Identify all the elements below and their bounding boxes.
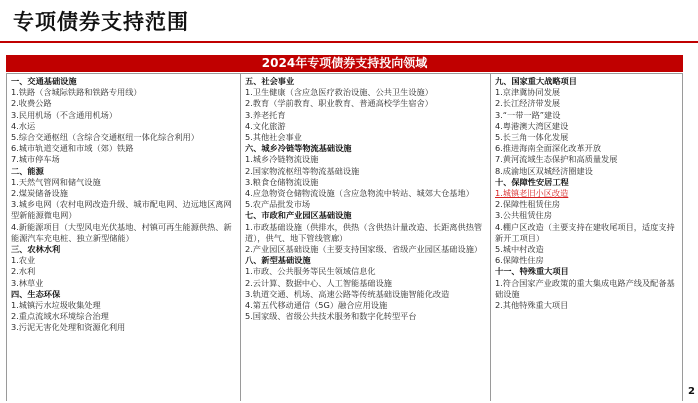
list-item: 3.“一带一路”建设: [495, 109, 561, 120]
list-item: 4.文化旅游: [245, 120, 286, 131]
table-banner: 2024年专项债券支持投向领域: [6, 55, 683, 72]
list-item: 2.长江经济带发展: [495, 98, 561, 109]
list-item: 2.收费公路: [11, 98, 52, 109]
list-item: 5.国家级、省级公共技术服务和数字化转型平台: [245, 311, 417, 322]
title-divider: [0, 41, 698, 43]
list-item: 3.粮食仓储物流设施: [245, 176, 319, 187]
list-item: 4.粤港澳大湾区建设: [495, 120, 569, 131]
list-item: 1.天然气管网和储气设施: [11, 176, 101, 187]
list-item: 5.综合交通枢纽（含综合交通枢纽一体化综合利用）: [11, 132, 199, 143]
section-heading: 十、保障性安居工程: [495, 176, 569, 187]
list-item: 5.农产品批发市场: [245, 199, 311, 210]
section-heading: 八、新型基础设施: [245, 255, 311, 266]
list-item: 1.符合国家产业政策的重大集成电路产线及配备基础设施: [495, 277, 675, 299]
page-title: 专项债券支持范围: [13, 10, 189, 34]
column-middle: [241, 74, 491, 401]
list-item: 5.长三角一体化发展: [495, 132, 569, 143]
list-item: 1.城乡冷链物流设施: [245, 154, 319, 165]
section-heading: 二、能源: [11, 165, 44, 176]
list-item: 2.保障性租赁住房: [495, 199, 561, 210]
section-heading: 五、社会事业: [245, 76, 295, 86]
list-item: 4.棚户区改造（主要支持在建收尾项目，适度支持新开工项目）: [495, 221, 675, 243]
list-item: 7.城市停车场: [11, 154, 60, 165]
list-item: 3.养老托育: [245, 109, 286, 120]
list-item: 8.成渝地区双城经济圈建设: [495, 165, 593, 176]
list-item: 4.第五代移动通信（5G）融合应用设施: [245, 300, 388, 311]
list-item: 5.城中村改造: [495, 244, 544, 255]
section-heading: 六、城乡冷链等物流基础设施: [245, 143, 352, 154]
list-item: 3.公共租赁住房: [495, 210, 552, 221]
list-item: 1.京津冀协同发展: [495, 87, 561, 98]
list-item: 3.民用机场（不含通用机场）: [11, 109, 118, 120]
list-item: 2.水利: [11, 266, 36, 277]
list-item: 1.市政基础设施（供排水，供热（含供热计量改造、长距离供热管道），供气、地下管线管廊）: [245, 221, 483, 243]
list-item: 1.城镇污水垃圾收集处理: [11, 300, 101, 311]
list-item: 4.新能源项目（大型风电光伏基地、村镇可再生能源供热、新能源汽车充电桩、独立新型储能）: [11, 221, 232, 243]
list-item: 3.林草业: [11, 277, 44, 288]
list-item: 1.卫生健康（含应急医疗救治设施、公共卫生设施）: [245, 87, 433, 98]
highlighted-list-item: 1.城镇老旧小区改造: [495, 188, 569, 199]
page-number: 2: [688, 386, 695, 397]
list-item: 6.推进海南全面深化改革开放: [495, 143, 602, 154]
list-item: 2.国家物流枢纽等物流基础设施: [245, 165, 360, 176]
column-right: [491, 74, 683, 401]
list-item: 2.重点流域水环境综合治理: [11, 311, 109, 322]
list-item: 1.铁路（含城际铁路和铁路专用线）: [11, 87, 142, 98]
section-heading: 七、市政和产业园区基础设施: [245, 210, 352, 221]
list-item: 2.教育（学前教育、职业教育、普通高校学生宿舍）: [245, 98, 433, 109]
section-heading: 三、农林水利: [11, 244, 61, 255]
list-item: 6.保障性住房: [495, 255, 544, 266]
section-heading: 一、交通基础设施: [11, 76, 77, 86]
list-item: 4.水运: [11, 120, 36, 131]
list-item: 5.其他社会事业: [245, 132, 302, 143]
list-item: 3.污泥无害化处理和资源化利用: [11, 322, 126, 333]
support-areas-table: [6, 73, 683, 401]
section-heading: 四、生态环保: [11, 288, 61, 299]
section-heading: 九、国家重大战略项目: [495, 76, 577, 86]
list-item: 3.城乡电网（农村电网改造升级、城市配电网、边远地区离网型新能源微电网）: [11, 199, 232, 221]
list-item: 4.应急物资仓储物流设施（含应急物流中转站、城郊大仓基地）: [245, 188, 474, 199]
list-item: 2.其他特殊重大项目: [495, 300, 569, 311]
list-item: 2.云计算、数据中心、人工智能基础设施: [245, 277, 392, 288]
list-item: 1.农业: [11, 255, 36, 266]
list-item: 1.市政、公共服务等民生领域信息化: [245, 266, 376, 277]
section-heading: 十一、特殊重大项目: [495, 266, 569, 277]
list-item: 6.城市轨道交通和市域（郊）铁路: [11, 143, 134, 154]
list-item: 7.黄河流域生态保护和高质量发展: [495, 154, 618, 165]
column-left: [7, 74, 241, 401]
list-item: 2.煤炭储备设施: [11, 188, 68, 199]
list-item: 3.轨道交通、机场、高速公路等传统基础设施智能化改造: [245, 288, 450, 299]
list-item: 2.产业园区基础设施（主要支持国家级、省级产业园区基础设施）: [245, 244, 483, 255]
